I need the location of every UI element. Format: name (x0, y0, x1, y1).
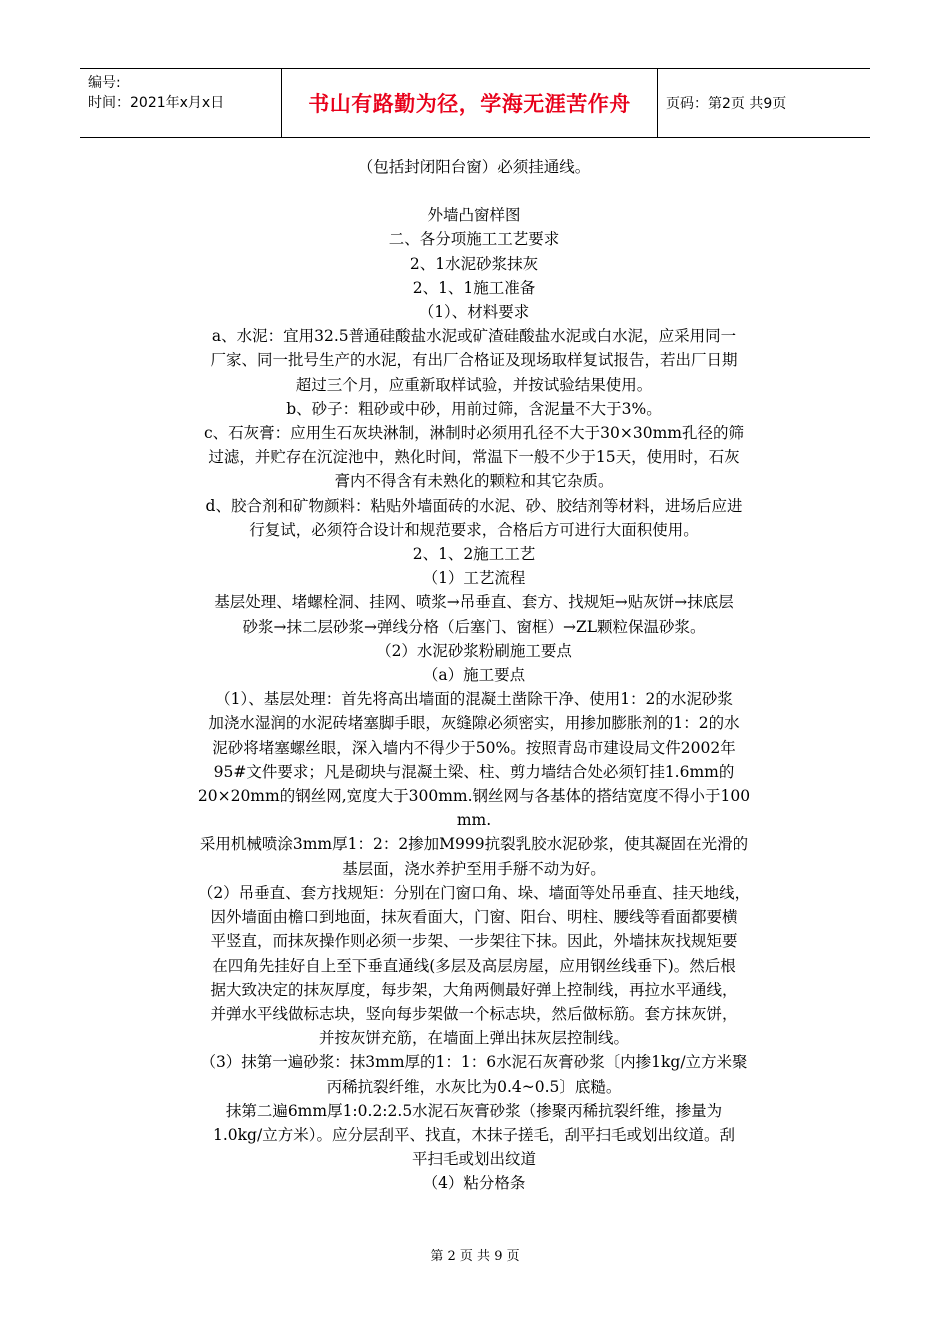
document-body (138, 155, 810, 1196)
text-line: （2）吊垂直、套方找规矩：分别在门窗口角、垛、墙面等处吊垂直、挂天地线， (197, 883, 751, 902)
text-line: （1）工艺流程 (422, 569, 526, 588)
text-line: 95#文件要求；凡是砌块与混凝土梁、柱、剪力墙结合处必须钉挂1.6mm的 (213, 762, 735, 781)
document-header (80, 68, 870, 138)
text-line: 基层面，浇水养护至用手掰不动为好。 (342, 859, 606, 878)
text-line: （2）水泥砂浆粉刷施工要点 (376, 641, 572, 660)
text-line: a、水泥：宜用32.5普通硅酸盐水泥或矿渣硅酸盐水泥或白水泥，应采用同一 (211, 327, 737, 346)
text-line: 采用机械喷涂3mm厚1：2：2掺加M999抗裂乳胶水泥砂浆，使其凝固在光滑的 (199, 835, 749, 854)
text-line: 2、1、2施工工艺 (412, 545, 536, 564)
header-page-info: 页码：第2页 共9页 (666, 96, 787, 112)
text-line: 2、1水泥砂浆抹灰 (409, 254, 539, 273)
text-line: mm. (456, 811, 492, 830)
text-line: 据大致决定的抹灰厚度，每步架，大角两侧最好弹上控制线，再拉水平通线， (210, 980, 738, 999)
text-line: d、胶合剂和矿物颜料：粘贴外墙面砖的水泥、砂、胶结剂等材料，进场后应进 (205, 496, 743, 515)
text-line: （1）、基层处理：首先将高出墙面的混凝土凿除干净、使用1：2的水泥砂浆 (215, 690, 733, 709)
text-line: 外墙凸窗样图 (427, 206, 521, 225)
text-line: 平扫毛或划出纹道 (411, 1150, 536, 1169)
text-line: 在四角先挂好自上至下垂直通线(多层及高层房屋，应用钢丝线垂下)。然后根 (212, 956, 736, 975)
text-line: 超过三个月，应重新取样试验，并按试验结果使用。 (295, 375, 653, 394)
header-meta (80, 69, 282, 137)
text-line: c、石灰膏：应用生石灰块淋制，淋制时必须用孔径不大于30×30mm孔径的筛 (203, 424, 744, 443)
header-motto: 书山有路勤为径，学海无涯苦作舟 (282, 69, 658, 137)
text-line: 基层处理、堵螺栓洞、挂网、喷浆→吊垂直、套方、找规矩→贴灰饼→抹底层 (214, 593, 734, 612)
text-line: 并按灰饼充筋，在墙面上弹出抹灰层控制线。 (318, 1029, 629, 1048)
text-line: 丙稀抗裂纤维，水灰比为0.4~0.5〕底糙。 (326, 1077, 622, 1096)
text-line: 加浇水湿润的水泥砖堵塞脚手眼，灰缝隙必须密实，用掺加膨胀剂的1：2的水 (208, 714, 740, 733)
text-line: 2、1、1施工准备 (412, 278, 536, 297)
text-line: 并弹水平线做标志块，竖向每步架做一个标志块，然后做标筋。套方抹灰饼， (210, 1004, 738, 1023)
text-line: （4）粘分格条 (422, 1174, 526, 1193)
text-line: （1）、材料要求 (418, 303, 530, 322)
text-line: b、砂子：粗砂或中砂，用前过筛，含泥量不大于3%。 (286, 399, 662, 418)
page-footer: 第 2 页 共 9 页 (430, 1249, 520, 1264)
text-line: （包括封闭阳台窗）必须挂通线。 (357, 158, 591, 176)
text-line: 二、各分项施工工艺要求 (388, 230, 560, 249)
text-line: （3）抹第一遍砂浆：抹3mm厚的1：1：6水泥石灰膏砂浆〔内掺1kg/立方米聚 (200, 1053, 748, 1072)
text-line: 平竖直，而抹灰操作则必须一步架、一步架往下抹。因此，外墙抹灰找规矩要 (210, 932, 738, 951)
text-line: 1.0kg/立方米）。应分层刮平、找直，木抹子搓毛，刮平扫毛或划出纹道。刮 (213, 1125, 735, 1144)
blank-line (138, 179, 810, 203)
text-line: 砂浆→抹二层砂浆→弹线分格（后塞门、窗框）→ZL颗粒保温砂浆。 (242, 617, 706, 636)
text-line: （a）施工要点 (422, 666, 526, 685)
text-line: 因外墙面由檐口到地面，抹灰看面大，门窗、阳台、明柱、腰线等看面都要横 (210, 908, 738, 927)
text-line: 20×20mm的钢丝网,宽度大于300mm.钢丝网与各基体的搭结宽度不得小于100 (197, 787, 751, 806)
text-line: 过滤，并贮存在沉淀池中，熟化时间，常温下一般不少于15天，使用时，石灰 (208, 448, 740, 467)
text-line: 厂家、同一批号生产的水泥，有出厂合格证及现场取样复试报告，若出厂日期 (210, 351, 738, 370)
document-date: 时间：2021年x月x日 (88, 95, 225, 111)
text-line: 泥砂将堵塞螺丝眼，深入墙内不得少于50%。按照青岛市建设局文件2002年 (212, 738, 736, 757)
text-line: 膏内不得含有未熟化的颗粒和其它杂质。 (334, 472, 614, 491)
text-line: 抹第二遍6mm厚1:0.2:2.5水泥石灰膏砂浆（掺聚丙稀抗裂纤维，掺量为 (225, 1101, 723, 1120)
text-line: 行复试，必须符合设计和规范要求，合格后方可进行大面积使用。 (249, 520, 699, 539)
document-number-label: 编号: (88, 75, 121, 91)
